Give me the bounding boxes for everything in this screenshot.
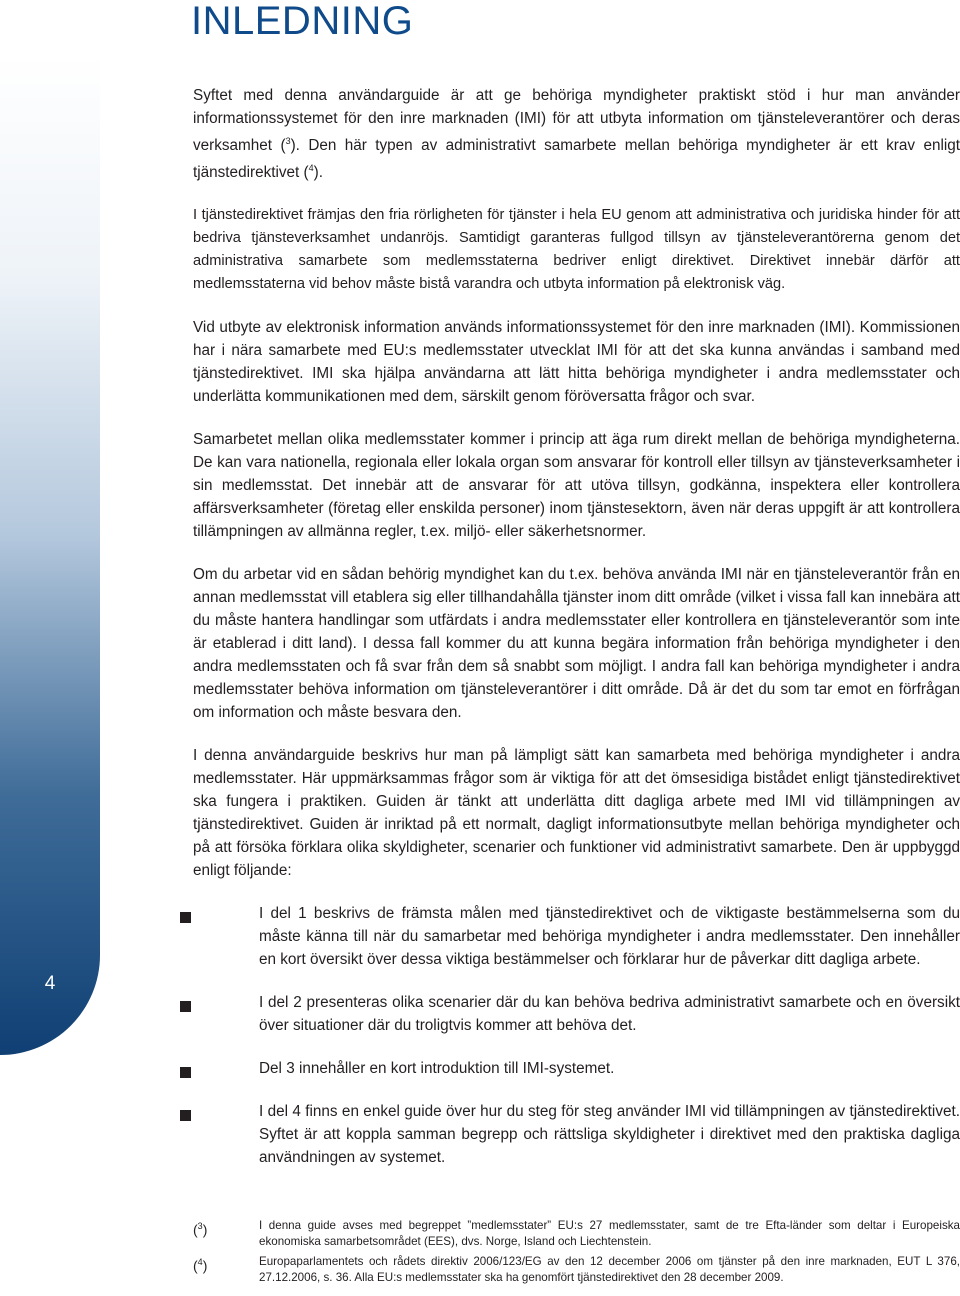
page-title: INLEDNING: [191, 0, 414, 43]
paragraph-3: Vid utbyte av elektronisk information används informationssystemet för den inre marknaden (IMI). Kommissionen har i nära samarbete med EU:s medlemsstater utvecklat IMI för att det ska kunna användas i samband med tjänstedirektivet. IMI ska hjälpa användarna att lätt hitta behöriga myndigheter i andra medlemsstater och underlätta kommunikationen med dem, särskilt genom föröversatta frågor och svar.: [193, 319, 960, 406]
main-content: [193, 84, 960, 1189]
list-item-text: I del 1 beskrivs de främsta målen med tjänstedirektivet och de viktigaste bestämmelserna som du måste känna till när du samarbetar med behöriga myndigheter i andra medlemsstater. Den innehåller en kort översikt över dessa viktiga bestämmelser och förklarar hur de påverkar ditt dagliga arbete.: [259, 905, 960, 969]
square-bullet-icon: [180, 912, 191, 923]
list-item: [193, 991, 960, 1037]
paragraph-4: Samarbetet mellan olika medlemsstater kommer i princip att äga rum direkt mellan de behöriga myndigheterna. De kan vara nationella, regionala eller lokala organ som ansvarar för kontroll eller tillsyn av tjänsteverksamheter i sin medlemsstat. Det innebär att de ansvarar för att utöva tillsyn, godkänna, inspektera eller kontrollera affärsverksamheter (företag eller enskilda personer) inom tjänstesektorn, även när deras uppgift är att kontrollera tillämpningen av allmänna regler, t.ex. miljö- eller säkerhetsnormer.: [193, 431, 960, 541]
paragraph-1-text-c: ).: [313, 164, 323, 182]
paragraph-1-text-a: Syftet med denna användarguide är att ge behöriga myndigheter praktiskt stöd i hur man använder informationssystemet för den inre marknaden (IMI) för att utbyta information om tjänsteleverantörer och deras verksamhet (: [193, 87, 960, 155]
list-item: [193, 1100, 960, 1169]
footnote-number: ($^4$): [193, 1257, 208, 1274]
footnotes: [193, 1218, 960, 1290]
footnote: [193, 1218, 960, 1250]
footnote-ref-4: 4: [308, 163, 314, 174]
paragraph-6: I denna användarguide beskrivs hur man på lämpligt sätt kan samarbeta med behöriga myndigheter i andra medlemsstater. Här uppmärksammas frågor som är viktiga för att det ömsesidiga bistådet enligt tjänstedirektivet ska fungera i praktiken. Guiden är tänkt att underlätta ditt dagliga arbete med IMI vid tillämpningen av tjänstedirektivet. Guiden är inriktad på ett normalt, dagligt informationsutbyte mellan behöriga myndigheter och på att försöka förklara olika skyldigheter, scenarier och funktioner vid administrativt samarbete. Den är uppbyggd enligt följande:: [193, 747, 960, 880]
paragraph-2: I tjänstedirektivet främjas den fria rörligheten för tjänster i hela EU genom att administrativa och juridiska hinder för att bedriva tjänsteverksamhet undanröjs. Samtidigt garanteras fullgod tillsyn av tjänsteleverantörerna genom det administrativa samarbete som medlemsstaterna bedriver enligt direktivet. Direktivet innebär därför att medlemsstaterna vid behov måste bistå varandra och utbyta information på elektronisk väg.: [193, 207, 960, 293]
footnote-text: Europaparlamentets och rådets direktiv 2006/123/EG av den 12 december 2006 om tjänster på den inre marknaden, EUT L 376, 27.12.2006, s. 36. Alla EU:s medlemsstater ska ha genomfört tjänstedirektivet den 28 december 2009.: [259, 1255, 960, 1284]
list-item: [193, 902, 960, 971]
list-item: [193, 1057, 960, 1080]
footnote: [193, 1254, 960, 1286]
list-item-text: I del 2 presenteras olika scenarier där du kan behöva bedriva administrativt samarbete och en översikt över situationer där du troligtvis kommer att behöva det.: [259, 994, 960, 1035]
square-bullet-icon: [180, 1067, 191, 1078]
footnote-ref-3: 3: [285, 136, 291, 146]
list-item-text: I del 4 finns en enkel guide över hur du steg för steg använder IMI vid tillämpningen av tjänstedirektivet. Syftet är att koppla samman begrepp och rättsliga skyldigheter i direktivet med den praktiska dagliga användningen av systemet.: [259, 1103, 960, 1167]
paragraph-5: Om du arbetar vid en sådan behörig myndighet kan du t.ex. behöva använda IMI när en tjänsteleverantör från en annan medlemsstat vill etablera sig eller tillhandahålla tjänster inom ditt område (vilket i vissa fall kan innebära att du måste hantera handlingar som utfärdats i andra medlemsstater eller kontrollera en tjänsteleverantör som inte är etablerad i ditt land). I dessa fall kommer du att kunna begära information från behöriga myndigheter i den andra medlemsstaten och få svar från dem så snabbt som möjligt. I andra fall kan behöriga myndigheter i andra medlemsstater behöva information om tjänsteleverantörer i ditt område. Då är det du som tar emot en förfrågan om information och måste besvara den.: [193, 566, 960, 722]
square-bullet-icon: [180, 1110, 191, 1121]
decorative-side-band: [0, 55, 100, 1055]
page-number: 4: [44, 973, 56, 994]
paragraph-1: [193, 84, 960, 184]
square-bullet-icon: [180, 1001, 191, 1012]
footnote-text: I denna guide avses med begreppet ”medlemsstater” EU:s 27 medlemsstater, samt de tre Efta-länder som deltar i Europeiska ekonomiska samarbetsområdet (EES), dvs. Norge, Island och Liechtenstein.: [259, 1219, 960, 1248]
footnote-number: ($^3$): [193, 1221, 208, 1238]
bullet-list: [193, 902, 960, 1169]
list-item-text: Del 3 innehåller en kort introduktion till IMI-systemet.: [259, 1060, 615, 1078]
paragraph-1-text-b: ). Den här typen av administrativt samarbete mellan behöriga myndigheter är ett krav enligt tjänstedirektivet (: [193, 137, 960, 182]
